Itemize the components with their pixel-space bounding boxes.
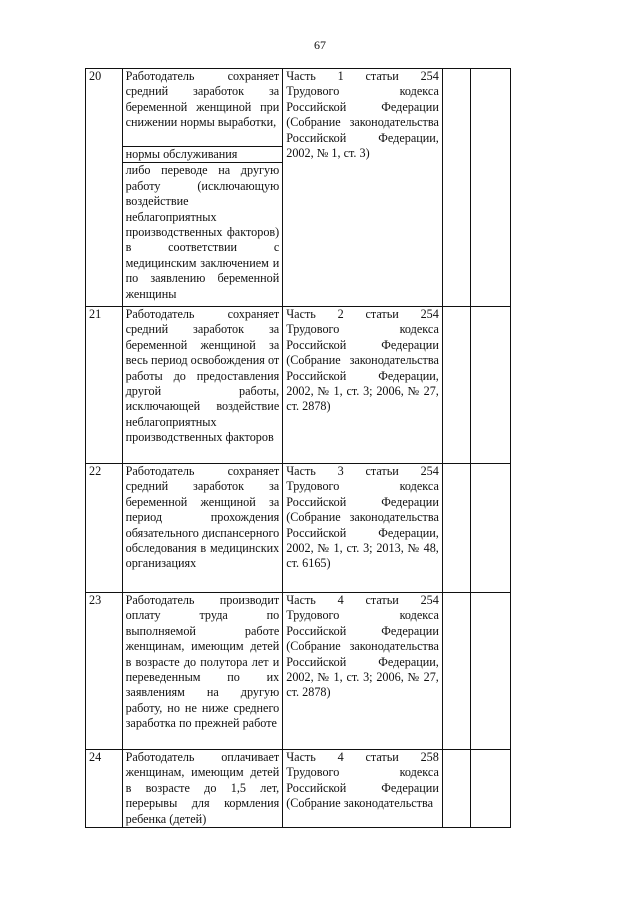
legal-reference: Часть 2 статьи 254 Трудового кодекса Российской Федерации (Собрание законодательства Российской Федерации, 2002, № 1, ст. 3; 2006, № 27, ст. 2878) xyxy=(283,307,443,464)
page-number: 67 xyxy=(314,38,326,52)
empty-cell xyxy=(442,307,470,464)
table-row xyxy=(86,307,511,464)
description-part: нормы обслуживания xyxy=(123,146,283,162)
table-row xyxy=(86,69,511,307)
legal-reference: Часть 4 статьи 258 Трудового кодекса Российской Федерации (Собрание законодательства xyxy=(283,750,443,828)
requirement-description xyxy=(122,69,283,307)
empty-cell xyxy=(442,750,470,828)
empty-cell xyxy=(471,69,511,307)
row-number: 24 xyxy=(86,750,123,828)
legal-reference: Часть 1 статьи 254 Трудового кодекса Российской Федерации (Собрание законодательства Российской Федерации, 2002, № 1, ст. 3) xyxy=(283,69,443,307)
table-row xyxy=(86,593,511,750)
row-number: 20 xyxy=(86,69,123,307)
requirement-description: Работодатель производит оплату труда по выполняемой работе женщинам, имеющим детей в возрасте до полутора лет и переведенным по их заявлениям на другую работу, но не ниже среднего заработка по прежней работе xyxy=(122,593,283,750)
requirement-description: Работодатель сохраняет средний заработок за беременной женщиной за период прохождения обязательного диспансерного обследования в медицинских организациях xyxy=(122,464,283,593)
empty-cell xyxy=(442,593,470,750)
empty-cell xyxy=(471,307,511,464)
requirement-description: Работодатель оплачивает женщинам, имеющим детей в возрасте до 1,5 лет, перерывы для кормления ребенка (детей) xyxy=(122,750,283,828)
row-number: 22 xyxy=(86,464,123,593)
empty-cell xyxy=(471,750,511,828)
empty-cell xyxy=(442,464,470,593)
row-number: 21 xyxy=(86,307,123,464)
empty-cell xyxy=(442,69,470,307)
description-part: либо переводе на другую работу (исключающую воздействие неблагоприятных производственных факторов) в соответствии с медицинским заключением и по заявлению беременной женщины xyxy=(123,162,283,302)
row-number: 23 xyxy=(86,593,123,750)
legal-reference: Часть 3 статьи 254 Трудового кодекса Российской Федерации (Собрание законодательства Российской Федерации, 2002, № 1, ст. 3; 2013, № 48, ст. 6165) xyxy=(283,464,443,593)
description-part: Работодатель сохраняет средний заработок за беременной женщиной при снижении нормы выработки, xyxy=(125,69,280,130)
table-row xyxy=(86,750,511,828)
empty-cell xyxy=(471,464,511,593)
table-row xyxy=(86,464,511,593)
requirement-description: Работодатель сохраняет средний заработок за беременной женщиной за весь период освобождения от работы до предоставления другой работы, исключающей воздействие неблагоприятных производственных факторов xyxy=(122,307,283,464)
requirements-table xyxy=(85,68,511,828)
legal-reference: Часть 4 статьи 254 Трудового кодекса Российской Федерации (Собрание законодательства Российской Федерации, 2002, № 1, ст. 3; 2006, № 27, ст. 2878) xyxy=(283,593,443,750)
empty-cell xyxy=(471,593,511,750)
